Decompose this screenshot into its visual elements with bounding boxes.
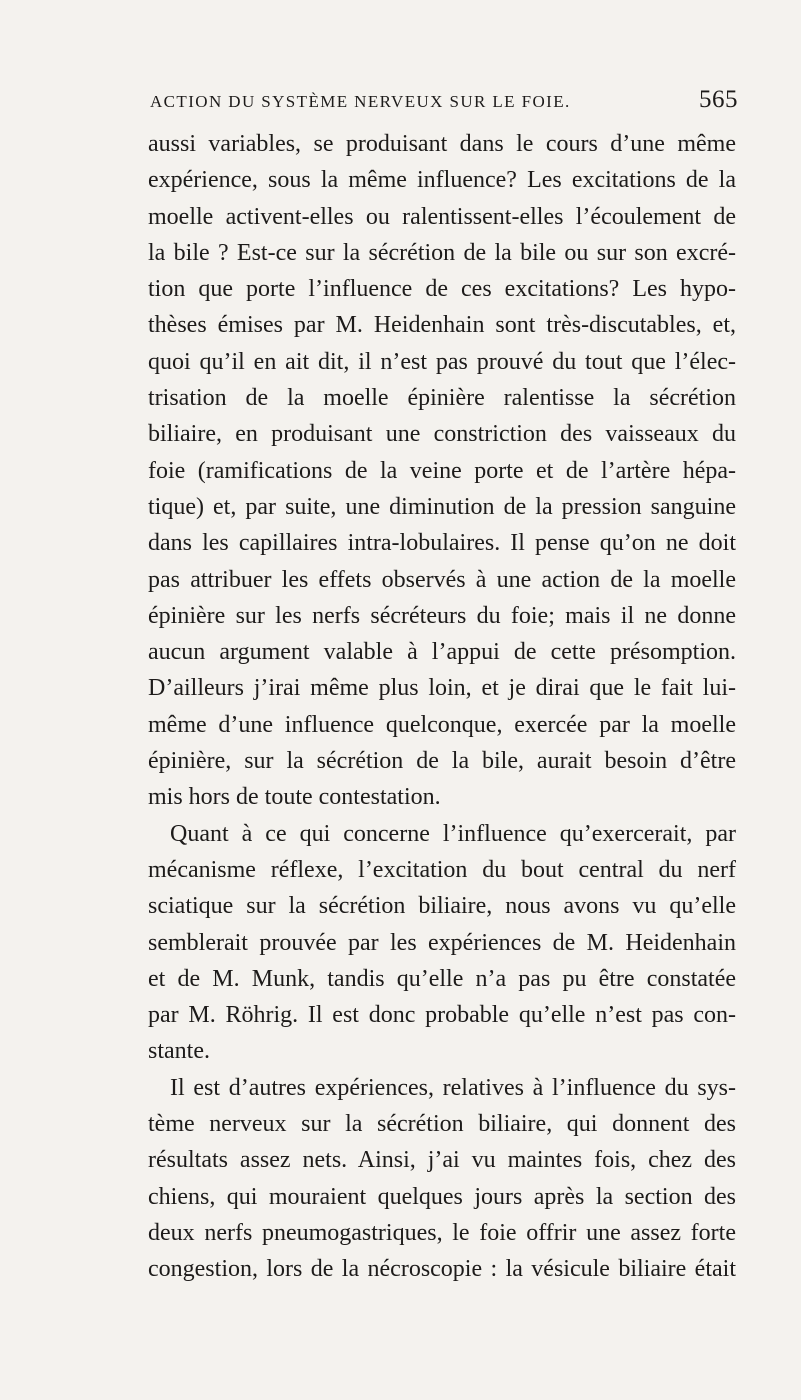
paragraph-start-line: Il est d’autres expériences, relatives à l’influence du sys- (170, 1074, 736, 1101)
text-line: semblerait prouvée par les expériences de M. Heidenhain (148, 929, 736, 956)
text-line: mis hors de toute contestation. (148, 784, 441, 811)
text-line: sciatique sur la sécrétion biliaire, nous avons vu qu’elle (148, 893, 736, 920)
text-line: moelle activent-elles ou ralentissent-elles l’écoulement de (148, 203, 736, 230)
text-line: quoi qu’il en ait dit, il n’est pas prouvé du tout que l’élec- (148, 348, 736, 375)
text-line: aucun argument valable à l’appui de cette présomption. (148, 639, 736, 666)
text-line: tème nerveux sur la sécrétion biliaire, qui donnent des (148, 1111, 736, 1138)
text-line: dans les capillaires intra-lobulaires. Il pense qu’on ne doit (148, 530, 736, 557)
text-line: biliaire, en produisant une constriction des vaisseaux du (148, 421, 736, 448)
text-line: congestion, lors de la nécroscopie : la vésicule biliaire était (148, 1256, 736, 1283)
body-text (148, 126, 736, 1288)
text-line: trisation de la moelle épinière ralentisse la sécrétion (148, 385, 736, 412)
text-line: chiens, qui mouraient quelques jours après la section des (148, 1183, 736, 1210)
paragraph-start-line: Quant à ce qui concerne l’influence qu’exercerait, par (170, 820, 736, 847)
text-line: tique) et, par suite, une diminution de la pression sanguine (148, 493, 736, 520)
text-line: D’ailleurs j’irai même plus loin, et je dirai que le fait lui- (148, 675, 736, 702)
text-line: pas attribuer les effets observés à une action de la moelle (148, 566, 736, 593)
text-line: expérience, sous la même influence? Les excitations de la (148, 167, 736, 194)
running-head: ACTION DU SYSTÈME NERVEUX SUR LE FOIE. (150, 92, 571, 111)
text-line: thèses émises par M. Heidenhain sont très-discutables, et, (148, 312, 736, 339)
text-line: aussi variables, se produisant dans le cours d’une même (148, 131, 736, 157)
text-line: mécanisme réflexe, l’excitation du bout central du nerf (148, 856, 736, 883)
text-line: par M. Röhrig. Il est donc probable qu’elle n’est pas con- (148, 1002, 736, 1029)
text-line: foie (ramifications de la veine porte et de l’artère hépa- (148, 457, 736, 484)
text-line: la bile ? Est-ce sur la sécrétion de la bile ou sur son excré- (148, 239, 736, 266)
page-header (150, 88, 738, 118)
text-line: deux nerfs pneumogastriques, le foie offrir une assez forte (148, 1219, 736, 1246)
text-line: épinière sur les nerfs sécréteurs du foie; mais il ne donne (148, 602, 736, 629)
text-line: tion que porte l’influence de ces excitations? Les hypo- (148, 276, 736, 303)
text-line: stante. (148, 1038, 210, 1065)
text-line: résultats assez nets. Ainsi, j’ai vu maintes fois, chez des (148, 1147, 736, 1174)
text-line: et de M. Munk, tandis qu’elle n’a pas pu être constatée (148, 965, 736, 992)
text-line: même d’une influence quelconque, exercée par la moelle (148, 711, 736, 738)
page-number: 565 (699, 86, 738, 113)
text-line: épinière, sur la sécrétion de la bile, aurait besoin d’être (148, 748, 736, 775)
